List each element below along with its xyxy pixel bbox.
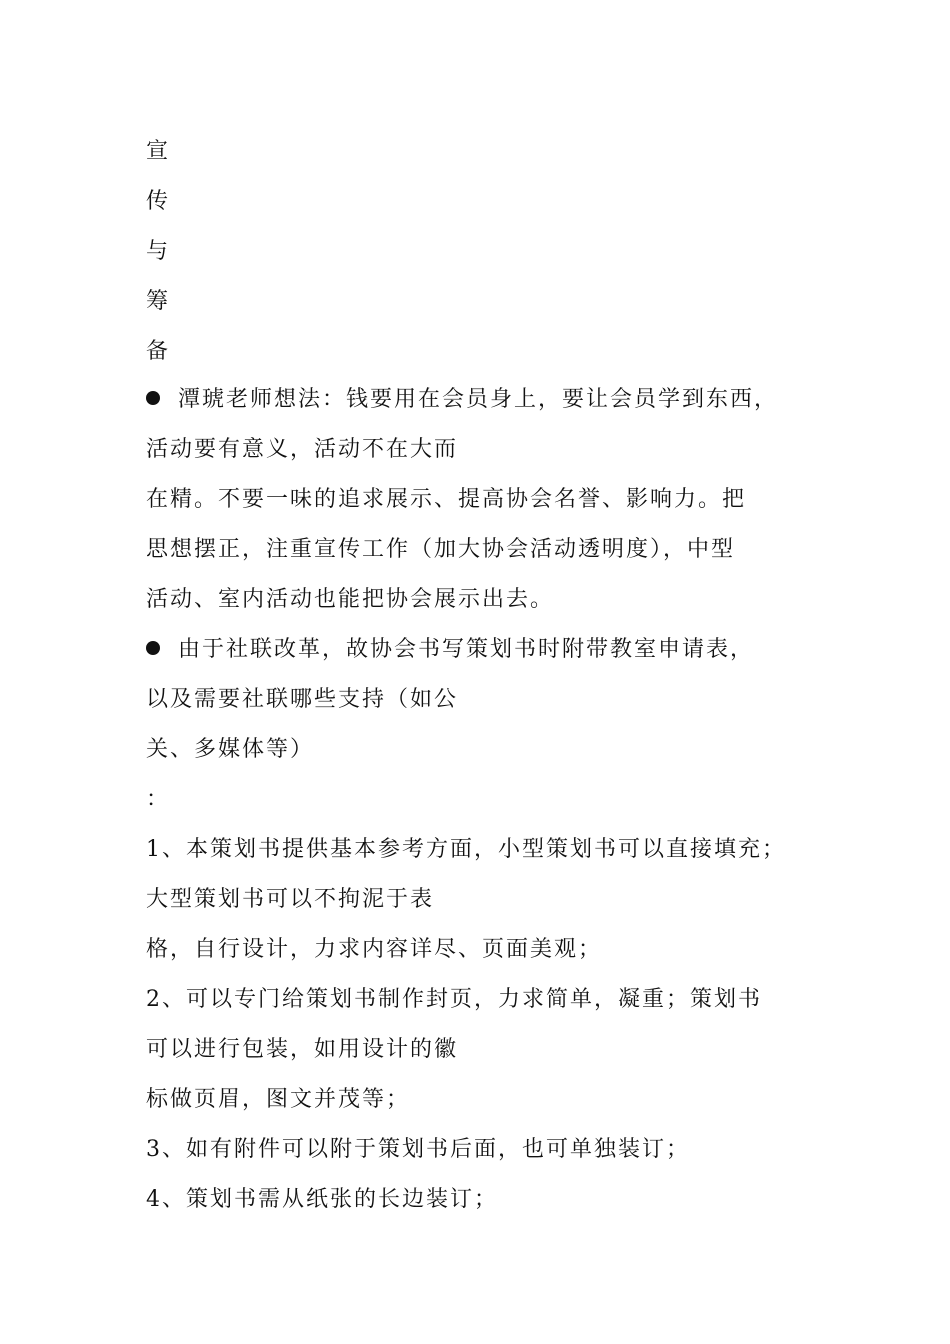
text-line-content: 由于社联改革，故协会书写策划书时附带教室申请表， — [178, 637, 755, 662]
vertical-heading — [146, 132, 186, 382]
list-item — [146, 1130, 836, 1180]
text-line-content: 潭琥老师想法：钱要用在会员身上，要让会员学到东西， — [178, 387, 779, 412]
heading-char: 与 — [146, 239, 169, 264]
text-line: 3、如有附件可以附于策划书后面，也可单独装订； — [146, 1137, 690, 1162]
text-line: 4、策划书需从纸张的长边装订； — [146, 1187, 498, 1212]
heading-char: 传 — [146, 189, 169, 214]
text-line — [146, 380, 836, 430]
list-item — [146, 980, 836, 1130]
colon-line: ： — [146, 787, 171, 812]
text-line: 思想摆正，注重宣传工作（加大协会活动透明度），中型 — [146, 537, 736, 562]
list-item — [146, 830, 836, 980]
list-item — [146, 1180, 836, 1230]
paragraph-reform-note — [146, 630, 836, 780]
text-line: 可以进行包装，如用设计的徽 — [146, 1037, 459, 1062]
text-line: 2、可以专门给策划书制作封页，力求简单，凝重；策划书 — [146, 987, 762, 1012]
text-line: 关、多媒体等） — [146, 737, 315, 762]
text-line: 1、本策划书提供基本参考方面，小型策划书可以直接填充； — [146, 837, 786, 862]
heading-char: 宣 — [146, 139, 169, 164]
text-line: 在精。不要一味的追求展示、提高协会名誉、影响力。把 — [146, 487, 747, 512]
text-line: 活动要有意义，活动不在大而 — [146, 437, 459, 462]
text-line: 格，自行设计，力求内容详尽、页面美观； — [146, 937, 603, 962]
text-line: 活动、室内活动也能把协会展示出去。 — [146, 587, 555, 612]
text-line: 大型策划书可以不拘泥于表 — [146, 887, 435, 912]
bullet-icon — [146, 641, 160, 655]
document-body — [146, 380, 836, 1230]
bullet-icon — [146, 391, 160, 405]
heading-char: 备 — [146, 339, 169, 364]
text-line: 以及需要社联哪些支持（如公 — [146, 687, 459, 712]
text-line — [146, 630, 836, 680]
text-line: 标做页眉，图文并茂等； — [146, 1087, 411, 1112]
paragraph-teacher-ideas — [146, 380, 836, 630]
heading-char: 筹 — [146, 289, 169, 314]
